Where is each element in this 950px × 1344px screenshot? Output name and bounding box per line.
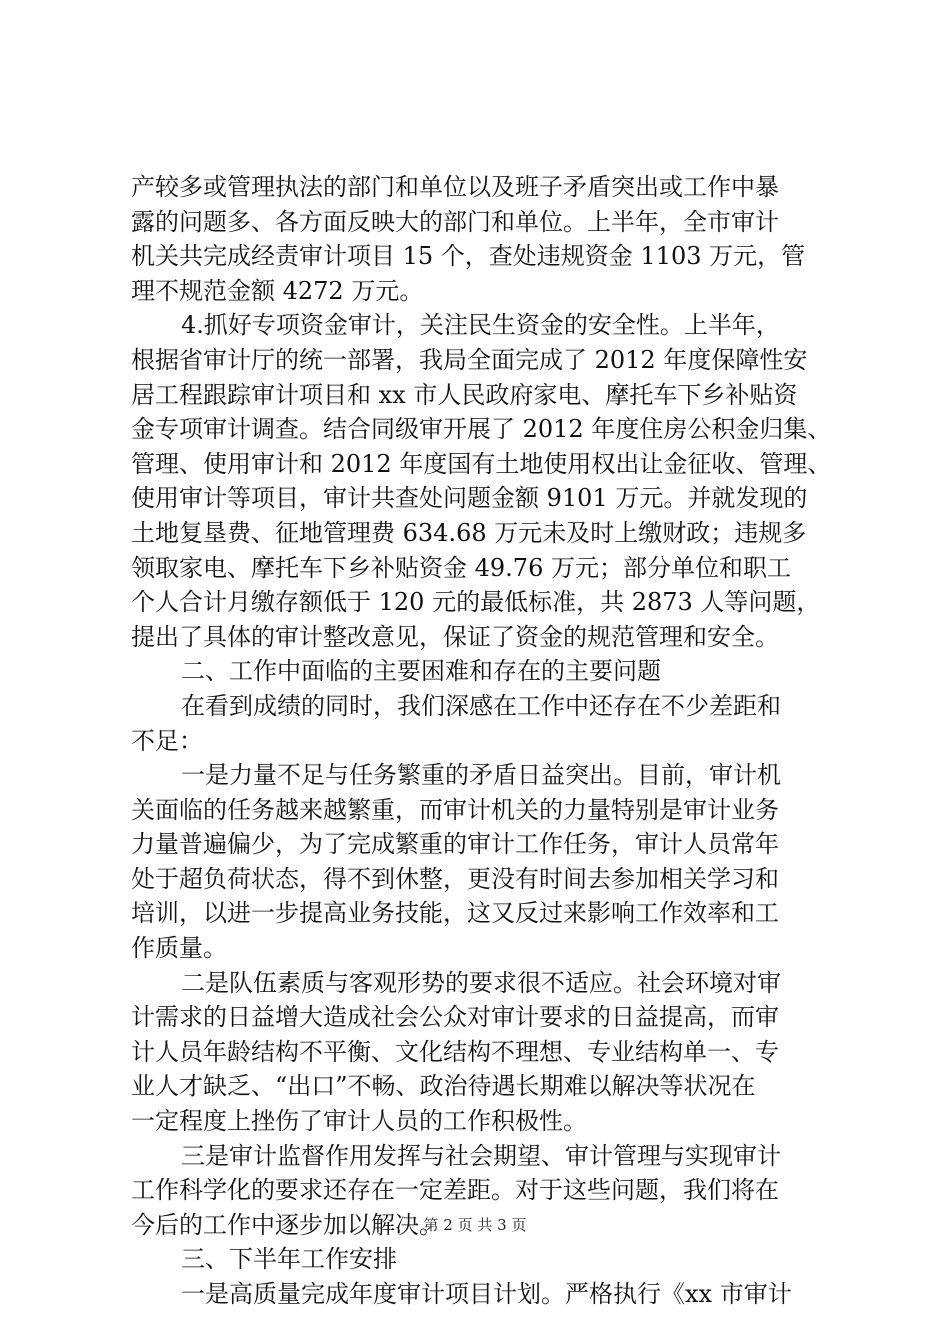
document-body: [131, 170, 831, 1312]
text-line: 4.抓好专项资金审计，关注民生资金的安全性。上半年，: [181, 311, 780, 340]
text-line: 处于超负荷状态，得不到休整，更没有时间去参加相关学习和: [131, 864, 779, 893]
text-line: 一是力量不足与任务繁重的矛盾日益突出。目前，审计机: [181, 761, 781, 790]
text-line: 二是队伍素质与客观形势的要求很不适应。社会环境对审: [181, 968, 781, 997]
text-line: 三、下半年工作安排: [181, 1245, 397, 1274]
text-line: 金专项审计调查。结合同级审开展了 2012 年度住房公积金归集、: [131, 415, 831, 444]
text-line: 培训，以进一步提高业务技能，这又反过来影响工作效率和工: [131, 899, 779, 928]
text-line: 二、工作中面临的主要困难和存在的主要问题: [181, 657, 661, 686]
text-line: 计人员年龄结构不平衡、文化结构不理想、专业结构单一、专: [131, 1037, 779, 1066]
text-line: 管理、使用审计和 2012 年度国有土地使用权出让金征收、管理、: [131, 449, 831, 478]
text-line: 三是审计监督作用发挥与社会期望、审计管理与实现审计: [181, 1141, 781, 1170]
text-line: 一定程度上挫伤了审计人员的工作积极性。: [131, 1107, 587, 1136]
text-line: 理不规范金额 4272 万元。: [131, 276, 424, 305]
text-line: 业人才缺乏、“出口”不畅、政治待遇长期难以解决等状况在: [131, 1072, 756, 1101]
text-line: 今后的工作中逐步加以解决。: [131, 1210, 443, 1239]
text-line: 使用审计等项目，审计共查处问题金额 9101 万元。并就发现的: [131, 484, 808, 513]
text-line: 土地复垦费、征地管理费 634.68 万元未及时上缴财政；违规多: [131, 518, 807, 547]
text-line: 居工程跟踪审计项目和 xx 市人民政府家电、摩托车下乡补贴资: [131, 380, 798, 409]
text-line: 个人合计月缴存额低于 120 元的最低标准，共 2873 人等问题，: [131, 588, 821, 617]
text-line: 力量普遍偏少，为了完成繁重的审计工作任务，审计人员常年: [131, 830, 779, 859]
text-line: 关面临的任务越来越繁重，而审计机关的力量特别是审计业务: [131, 795, 779, 824]
text-line: 作质量。: [131, 934, 227, 963]
text-line: 提出了具体的审计整改意见，保证了资金的规范管理和安全。: [131, 622, 779, 651]
text-line: 领取家电、摩托车下乡补贴资金 49.76 万元；部分单位和职工: [131, 553, 791, 582]
text-line: 根据省审计厅的统一部署，我局全面完成了 2012 年度保障性安: [131, 345, 808, 374]
text-line: 工作科学化的要求还存在一定差距。对于这些问题，我们将在: [131, 1176, 779, 1205]
text-line: 计需求的日益增大造成社会公众对审计要求的日益提高，而审: [131, 1003, 779, 1032]
text-line: 不足：: [131, 726, 203, 755]
text-line: 露的问题多、各方面反映大的部门和单位。上半年，全市审计: [131, 207, 779, 236]
page-footer: 第 2 页 共 3 页: [423, 1216, 527, 1234]
text-line: 机关共完成经责审计项目 15 个，查处违规资金 1103 万元，管: [131, 242, 806, 271]
text-line: 一是高质量完成年度审计项目计划。严格执行《xx 市审计: [181, 1280, 792, 1308]
text-line: 产较多或管理执法的部门和单位以及班子矛盾突出或工作中暴: [131, 173, 779, 201]
text-line: 在看到成绩的同时，我们深感在工作中还存在不少差距和: [181, 691, 781, 720]
